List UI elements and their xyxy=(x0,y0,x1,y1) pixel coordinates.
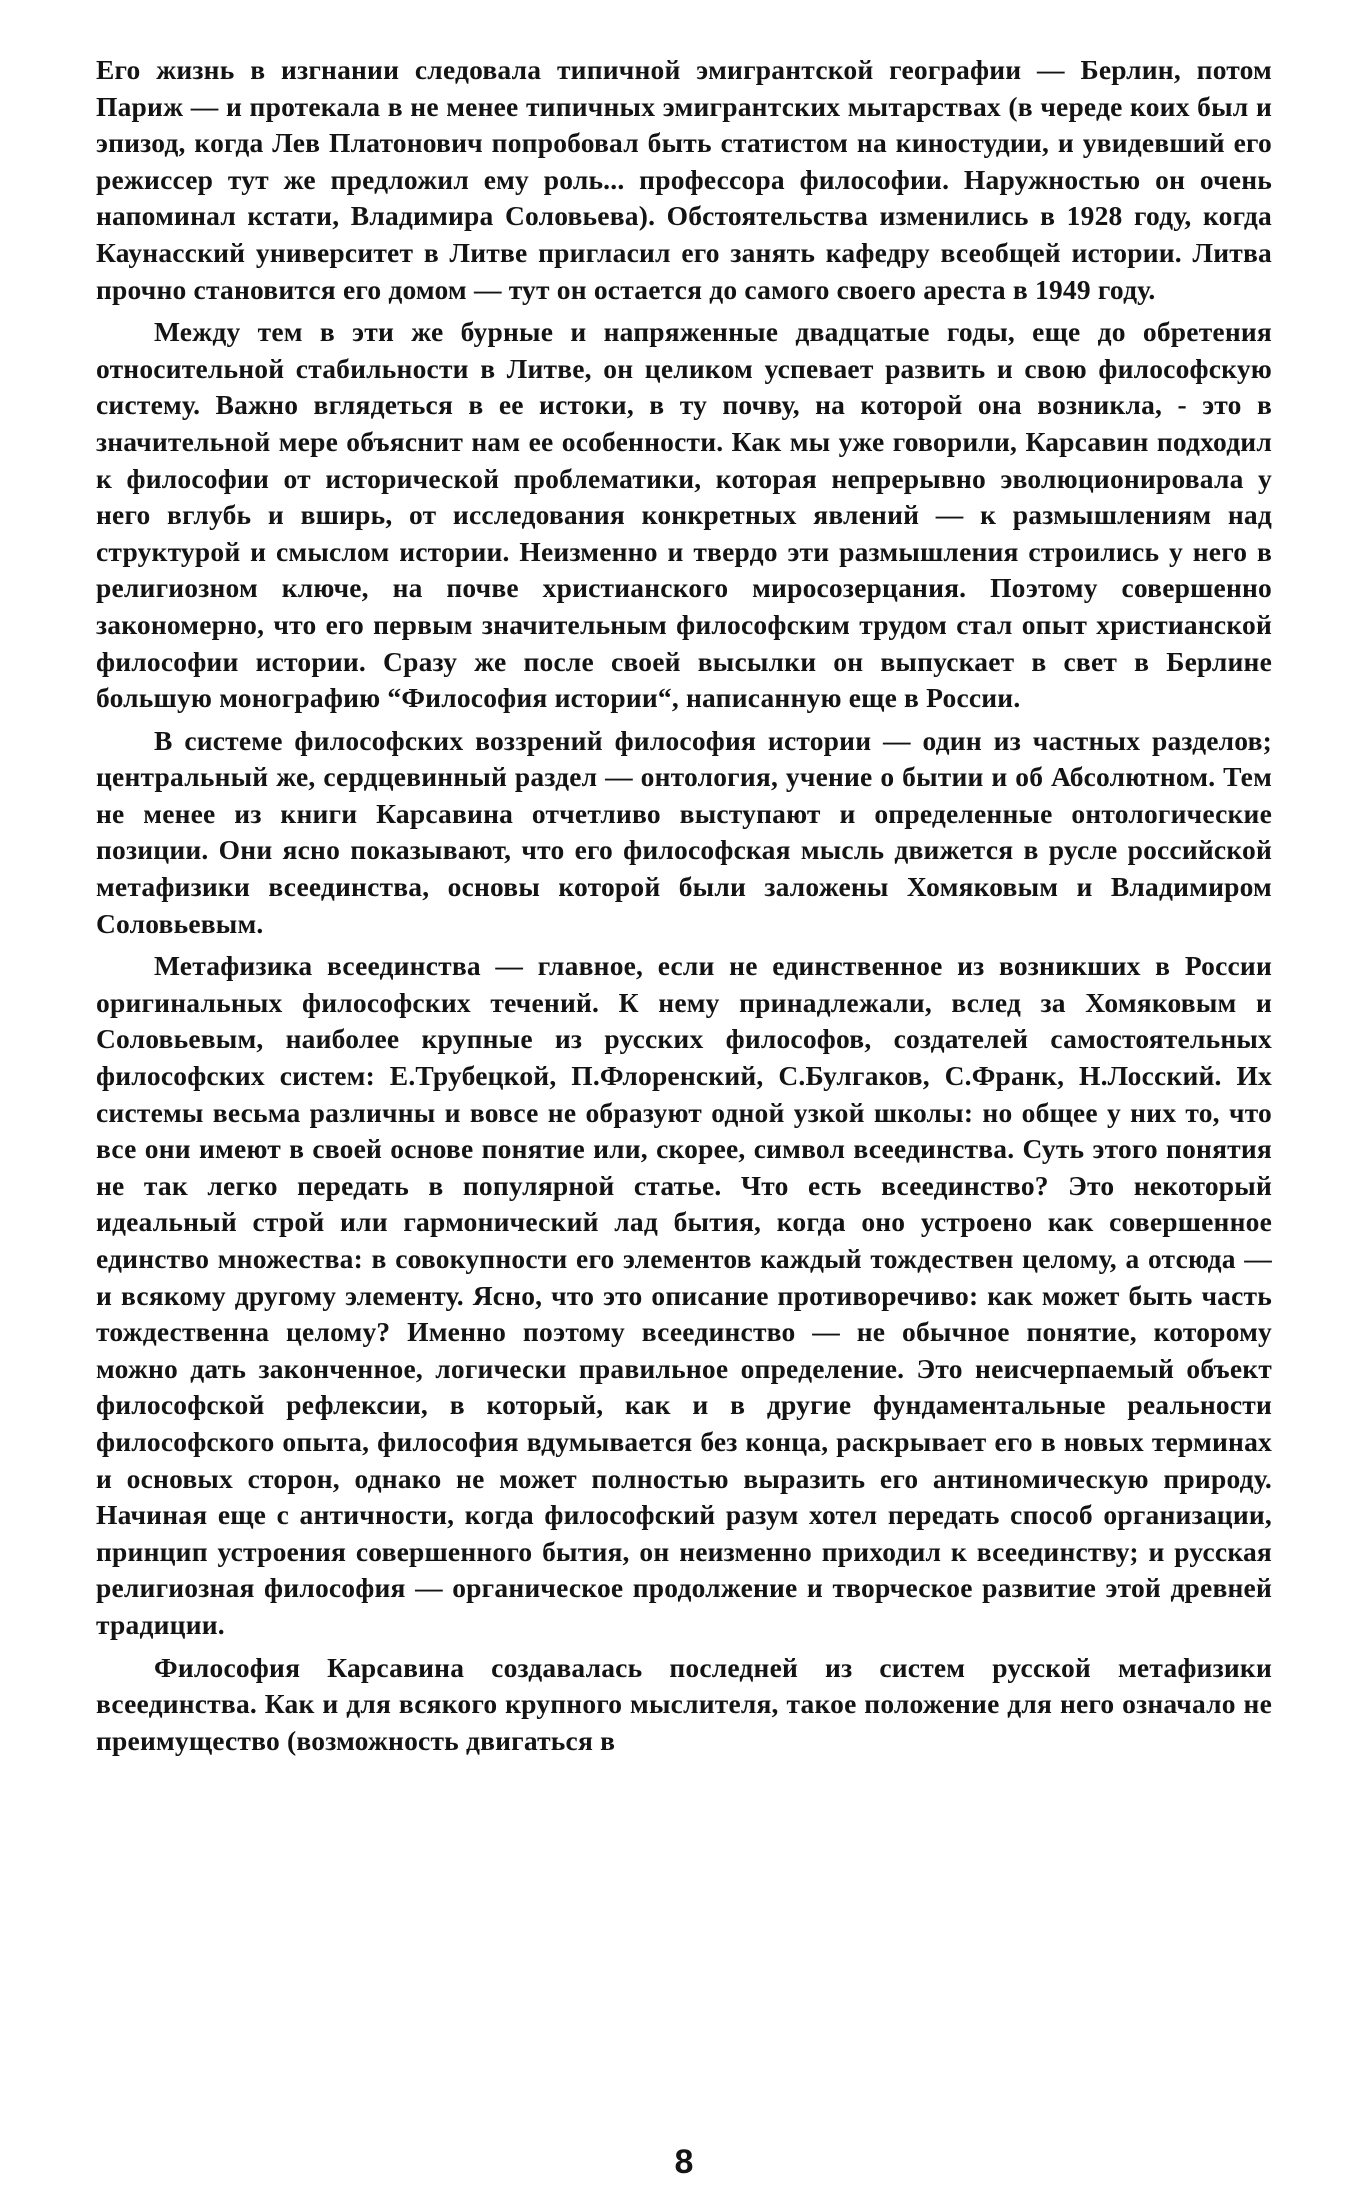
paragraph-5: Философия Карсавина создавалась последней из систем русской метафизики всеединства. Как и для всякого крупного мыслителя, такое положение для него означало не преимущество (возможность двигаться в xyxy=(96,1651,1272,1756)
paragraph-2: Между тем в эти же бурные и напряженные двадцатые годы, еще до обретения относительной стабильности в Литве, он целиком успевает развить и свою философскую систему. Важно вглядеться в ее истоки, в ту почву, на которой она возникла, - это в значительной мере объяснит нам ее особенности. Как мы уже говорили, Карсавин подходил к философии от исторической проблематики, которая непрерывно эволюционировала у него вглубь и вширь, от исследования конкретных явлений — к размышлениям над структурой и смыслом истории. Неизменно и твердо эти размышления строились у него в религиозном ключе, на почве христианского миросозерцания. Поэтому совершенно закономерно, что его первым значительным философским трудом стал опыт христианской философии истории. Сразу же после своей высылки он выпускает в свет в Берлине большую монографию “Философия истории“, написанную еще в России. xyxy=(96,316,1272,714)
page-body xyxy=(96,52,1272,1765)
paragraph-1: Его жизнь в изгнании следовала типичной эмигрантской географии — Берлин, потом Париж — и протекала в не менее типичных эмигрантских мытарствах (в череде коих был и эпизод, когда Лев Платонович попробовал быть статистом на киностудии, и увидевший его режиссер тут же предложил ему роль... профессора философии. Наружностью он очень напоминал кстати, Владимира Соловьева). Обстоятельства изменились в 1928 году, когда Каунасский университет в Литве пригласил его занять кафедру всеобщей истории. Литва прочно становится его домом — тут он остается до самого своего ареста в 1949 году. xyxy=(96,54,1272,305)
paragraph-3: В системе философских воззрений философия истории — один из частных разделов; центральный же, сердцевинный раздел — онтология, учение о бытии и об Абсолютном. Тем не менее из книги Карсавина отчетливо выступают и определенные онтологические позиции. Они ясно показывают, что его философская мысль движется в русле российской метафизики всеединства, основы которой были заложены Хомяковым и Владимиром Соловьевым. xyxy=(96,724,1272,939)
page-number: 8 xyxy=(674,2143,694,2181)
paragraph-4: Метафизика всеединства — главное, если не единственное из возникших в России оригинальных философских течений. К нему принадлежали, вслед за Хомяковым и Соловьевым, наиболее крупные из русских философов, создателей самостоятельных философских систем: Е.Трубецкой, П.Флоренский, С.Булгаков, С.Франк, Н.Лосский. Их системы весьма различны и вовсе не образуют одной узкой школы: но общее у них то, что все они имеют в своей основе понятие или, скорее, символ всеединства. Суть этого понятия не так легко передать в популярной статье. Что есть всеединство? Это некоторый идеальный строй или гармонический лад бытия, когда оно устроено как совершенное единство множества: в совокупности его элементов каждый тождествен целому, а отсюда — и всякому другому элементу. Ясно, что это описание противоречиво: как может быть часть тождественна целому? Именно поэтому всеединство — не обычное понятие, которому можно дать законченное, логически правильное определение. Это неисчерпаемый объект философской рефлексии, в который, как и в другие фундаментальные реальности философского опыта, философия вдумывается без конца, раскрывает его в новых терминах и основых сторон, однако не может полностью выразить его антиномическую природу. Начиная еще с античности, когда философский разум хотел передать способ организации, принцип устроения совершенного бытия, он неизменно приходил к всеединству; и русская религиозная философия — органическое продолжение и творческое развитие этой древней традиции. xyxy=(96,950,1272,1640)
